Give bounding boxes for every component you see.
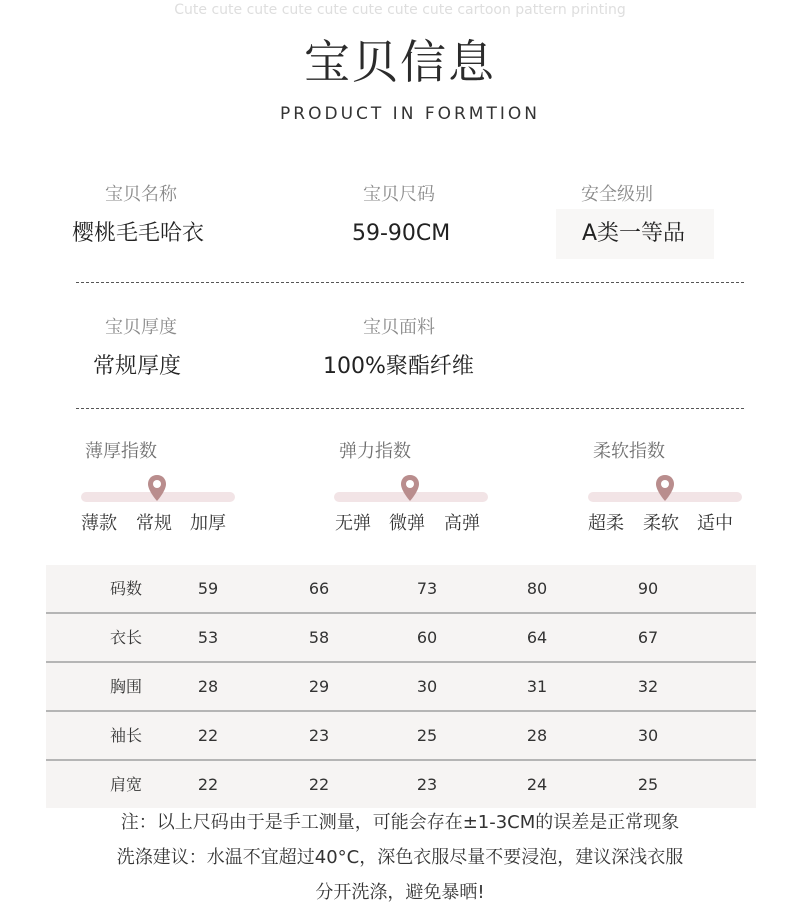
divider-dashed: [76, 282, 744, 283]
size-table-cell: 22: [308, 775, 330, 794]
size-table-cell: 60: [416, 628, 438, 647]
thickness-value: 常规厚度: [93, 354, 182, 379]
size-table: [46, 565, 756, 808]
location-pin-icon: [146, 474, 168, 502]
elasticity-option-slight: 微弹: [389, 513, 425, 534]
softness-index-label: 柔软指数: [593, 441, 665, 462]
product-size-label: 宝贝尺码: [363, 184, 435, 205]
size-table-cell: 25: [637, 775, 659, 794]
size-table-cell: 58: [308, 628, 330, 647]
size-table-cell: 23: [416, 775, 438, 794]
size-table-row: [46, 712, 756, 761]
size-table-cell: 53: [197, 628, 219, 647]
size-table-cell: 64: [526, 628, 548, 647]
product-size-value: 59-90CM: [352, 221, 451, 246]
safety-level-value: A类一等品: [582, 221, 686, 246]
page-subtitle: PRODUCT IN FORMTION: [280, 104, 540, 124]
softness-option-moderate: 适中: [697, 513, 733, 534]
size-table-cell: 80: [526, 579, 548, 598]
washing-advice: 洗涤建议：水温不宜超过40°C，深色衣服尽量不要浸泡，建议深浅衣服: [116, 847, 684, 868]
thickness-index-label: 薄厚指数: [85, 441, 157, 462]
size-table-cell: 29: [308, 677, 330, 696]
size-table-cell: 67: [637, 628, 659, 647]
size-table-cell: 59: [197, 579, 219, 598]
size-table-cell: 66: [308, 579, 330, 598]
size-table-cell: 衣长: [109, 628, 142, 647]
thickness-label: 宝贝厚度: [105, 317, 177, 338]
fabric-value: 100%聚酯纤维: [323, 354, 474, 379]
product-name-label: 宝贝名称: [105, 184, 177, 205]
size-table-cell: 30: [637, 726, 659, 745]
size-table-cell: 32: [637, 677, 659, 696]
elasticity-option-high: 高弹: [444, 513, 480, 534]
safety-level-label: 安全级别: [581, 184, 653, 205]
thickness-option-thin: 薄款: [81, 513, 117, 534]
size-table-cell: 25: [416, 726, 438, 745]
size-table-cell: 22: [197, 775, 219, 794]
size-table-cell: 73: [416, 579, 438, 598]
size-table-cell: 90: [637, 579, 659, 598]
size-table-row: [46, 663, 756, 712]
page-title: 宝贝信息: [304, 35, 496, 89]
thickness-option-regular: 常规: [136, 513, 172, 534]
size-table-cell: 31: [526, 677, 548, 696]
location-pin-icon: [654, 474, 676, 502]
thickness-option-thick: 加厚: [190, 513, 226, 534]
size-table-cell: 袖长: [109, 726, 142, 745]
size-table-cell: 24: [526, 775, 548, 794]
product-name-value: 樱桃毛毛哈衣: [72, 221, 205, 246]
size-table-cell: 22: [197, 726, 219, 745]
measurement-note: 注：以上尺码由于是手工测量，可能会存在±1-3CM的误差是正常现象: [120, 812, 680, 833]
fabric-label: 宝贝面料: [363, 317, 435, 338]
size-table-cell: 28: [197, 677, 219, 696]
elasticity-index-label: 弹力指数: [339, 441, 411, 462]
size-table-cell: 28: [526, 726, 548, 745]
size-table-row: [46, 565, 756, 614]
washing-advice-continued: 分开洗涤，避免暴晒!: [315, 882, 485, 903]
divider-dashed: [76, 408, 744, 409]
softness-option-super-soft: 超柔: [588, 513, 624, 534]
location-pin-icon: [399, 474, 421, 502]
elasticity-option-none: 无弹: [335, 513, 371, 534]
size-table-row: [46, 761, 756, 808]
size-table-row: [46, 614, 756, 663]
size-table-cell: 胸围: [109, 677, 142, 696]
size-table-cell: 30: [416, 677, 438, 696]
size-table-cell: 码数: [109, 579, 142, 598]
size-table-cell: 肩宽: [109, 775, 142, 794]
size-table-cell: 23: [308, 726, 330, 745]
softness-option-soft: 柔软: [643, 513, 679, 534]
header-tagline: Cute cute cute cute cute cute cute cute cartoon pattern printing: [174, 2, 626, 18]
